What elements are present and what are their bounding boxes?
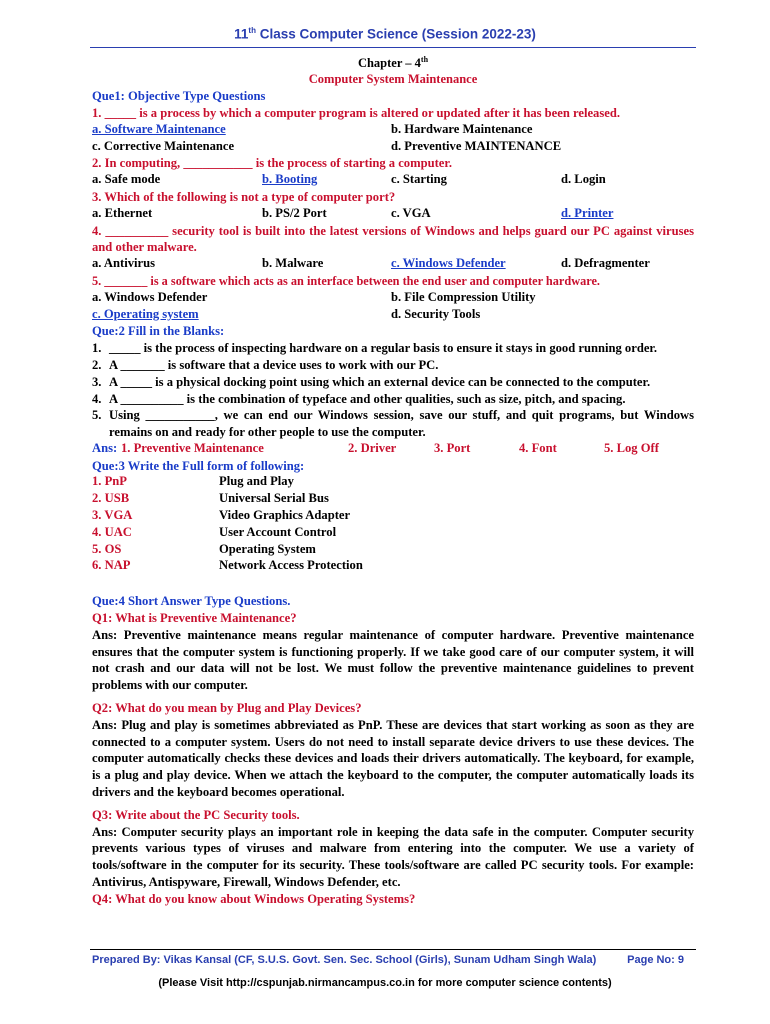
q1-item-1-options-row2 — [92, 139, 694, 156]
q3-heading: Que:3 Write the Full form of following: — [92, 458, 305, 473]
q2-answer-3: 3. Port — [434, 440, 471, 455]
header-title: Class Computer Science (Session 2022-23) — [255, 26, 536, 42]
q4-question-4: Q4: What do you know about Windows Operating Systems? — [92, 891, 416, 906]
q2-answers — [92, 441, 694, 458]
footer-rule — [90, 949, 696, 950]
q1-5-option-d: d. Security Tools — [391, 306, 481, 321]
q1-5-option-c: c. Operating system — [92, 306, 199, 321]
q4-answer-1: Ans: Preventive maintenance means regular maintenance of computer hardware. Preventive maintenance ensures that the computer system is functioning properly. If we take good care of our computer system, it will not crash and our data will not be lost. We must follow the preventive maintenance guidelines to prevent problems with our computer. — [92, 627, 694, 693]
footer-page-number: Page No: 9 — [627, 954, 684, 966]
q1-item-2-options — [92, 172, 694, 189]
q4-question-3: Q3: Write about the PC Security tools. — [92, 807, 300, 822]
q1-2-option-a: a. Safe mode — [92, 172, 161, 187]
q1-item-5-options-row2 — [92, 307, 694, 324]
q1-2-option-c: c. Starting — [391, 172, 447, 187]
page-header — [0, 26, 770, 42]
q4-answer-3: Ans: Computer security plays an important role in keeping the data safe in the computer. Computer security prevents various types of viruses and malware from entering into the computer. We use a variety of tools/software in the computer for its security. These tools/software are called PC security tools. For example: Antivirus, Antispyware, Firewall, Windows Defender, etc. — [92, 824, 694, 890]
header-rule — [90, 47, 696, 48]
q1-heading: Que1: Objective Type Questions — [92, 89, 266, 104]
q2-answer-1: 1. Preventive Maintenance — [121, 440, 264, 455]
q2-answer-5: 5. Log Off — [604, 440, 659, 455]
q1-4-option-d: d. Defragmenter — [561, 256, 650, 271]
q1-3-option-d: d. Printer — [561, 205, 614, 220]
q2-answer-2: 2. Driver — [348, 440, 397, 455]
q4-heading: Que:4 Short Answer Type Questions. — [92, 594, 291, 609]
footer-prepared-by: Prepared By: Vikas Kansal (CF, S.U.S. Govt. Sen. Sec. School (Girls), Sunam Udham Singh Wala) — [92, 954, 597, 966]
q1-item-5-options-row1 — [92, 290, 694, 307]
q1-5-option-a: a. Windows Defender — [92, 289, 208, 304]
q1-item-4: 4. __________ security tool is built into the latest versions of Windows and helps guard our PC against viruses and other malware. — [92, 223, 694, 255]
q3-row-2: 2. USB Universal Serial Bus — [92, 491, 329, 506]
q2-ans-label: Ans: — [92, 440, 118, 455]
q3-row-4: 4. UAC User Account Control — [92, 524, 337, 539]
header-sup: th — [248, 26, 256, 35]
footer-visit: (Please Visit http://cspunjab.nirmancampus.co.in for more computer science contents) — [158, 977, 612, 989]
q4-question-1: Q1: What is Preventive Maintenance? — [92, 611, 297, 626]
q4-answer-2: Ans: Plug and play is sometimes abbreviated as PnP. These are devices that start working as soon as they are connected to a computer system. Users do not need to install separate device drivers to use these devices. The computer automatically checks these devices and loads their drivers automatically. The keyboard, for example, is a plug and play device. When we attach the keyboard to the computer, the computer automatically loads its drivers and the keyboard becomes operational. — [92, 717, 694, 800]
footer — [92, 954, 694, 966]
q1-1-option-c: c. Corrective Maintenance — [92, 138, 235, 153]
q1-3-option-c: c. VGA — [391, 205, 431, 220]
q1-2-option-d: d. Login — [561, 172, 606, 187]
header-prefix: 11 — [234, 26, 249, 42]
chapter-title: Computer System Maintenance — [308, 72, 478, 87]
q1-1-option-d: d. Preventive MAINTENANCE — [391, 138, 562, 153]
q1-item-2: 2. In computing, ___________ is the process of starting a computer. — [92, 156, 452, 171]
page-body — [92, 52, 694, 908]
q3-row-5: 5. OS Operating System — [92, 541, 316, 556]
q1-4-option-c: c. Windows Defender — [391, 256, 506, 271]
q1-item-1-options-row1 — [92, 122, 694, 139]
q3-row-1: 1. PnP Plug and Play — [92, 474, 294, 489]
q1-3-option-a: a. Ethernet — [92, 205, 153, 220]
q1-item-3-options — [92, 206, 694, 223]
q2-heading: Que:2 Fill in the Blanks: — [92, 324, 225, 339]
q2-item-3: 3. A _____ is a physical docking point using which an external device can be connected to the computer. — [92, 374, 651, 389]
q2-item-5: 5. Using ___________, we can end our Windows session, save our stuff, and quit programs, but Windows remains on and ready for other people to use the computer. — [92, 408, 694, 440]
q2-answer-4: 4. Font — [519, 440, 557, 455]
q4-question-2: Q2: What do you mean by Plug and Play Devices? — [92, 701, 362, 716]
q1-3-option-b: b. PS/2 Port — [262, 205, 327, 220]
q1-4-option-b: b. Malware — [262, 256, 324, 271]
q1-2-option-b: b. Booting — [262, 172, 318, 187]
q1-1-option-b: b. Hardware Maintenance — [391, 121, 533, 136]
q1-item-1: 1. _____ is a process by which a computer program is altered or updated after it has been released. — [92, 105, 620, 120]
chapter-label: Chapter – 4th — [357, 55, 429, 71]
q3-row-3: 3. VGA Video Graphics Adapter — [92, 508, 351, 523]
q1-item-5: 5. _______ is a software which acts as an interface between the end user and computer hardware. — [92, 273, 601, 288]
q2-item-2: 2. A _______ is software that a device uses to work with our PC. — [92, 357, 439, 372]
q2-item-4: 4. A __________ is the combination of typeface and other qualities, such as size, pitch, and spacing. — [92, 391, 626, 406]
q1-item-4-options — [92, 256, 694, 273]
q1-1-option-a: a. Software Maintenance — [92, 121, 226, 136]
q1-5-option-b: b. File Compression Utility — [391, 289, 536, 304]
q1-item-3: 3. Which of the following is not a type of computer port? — [92, 189, 396, 204]
q3-row-6: 6. NAP Network Access Protection — [92, 558, 363, 573]
q1-4-option-a: a. Antivirus — [92, 256, 155, 271]
q2-item-1: 1. _____ is the process of inspecting hardware on a regular basis to ensure it stays in good running order. — [92, 341, 657, 356]
